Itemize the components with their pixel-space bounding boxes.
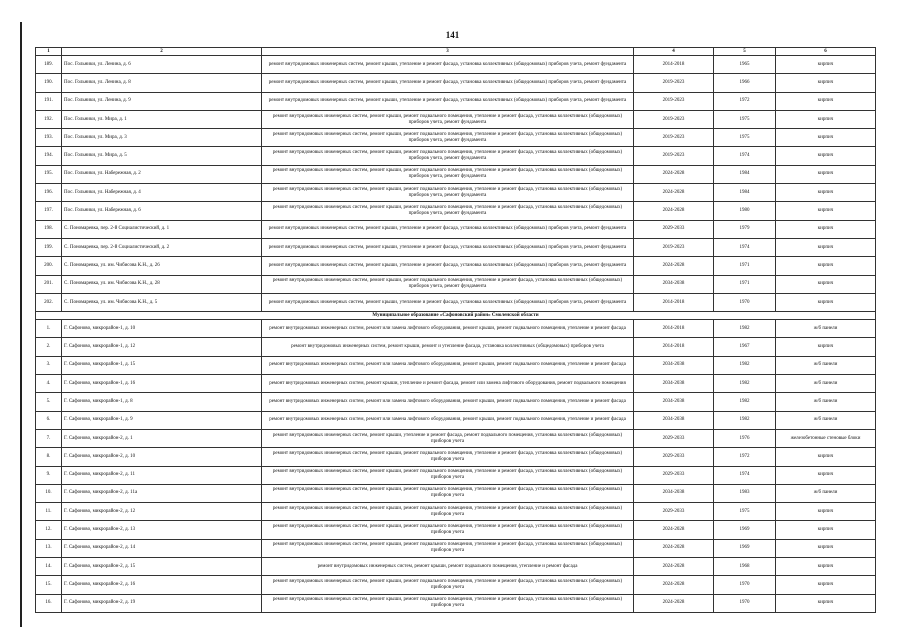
table-row [36, 220, 876, 238]
year-cell: 1982 [714, 411, 776, 429]
period-cell: 2014-2018 [634, 56, 714, 74]
address-cell: Г. Сафоново, микрорайон-2, д. 1 [62, 429, 262, 447]
row-number: 3. [36, 356, 62, 374]
row-number: 1. [36, 320, 62, 338]
row-number: 191. [36, 92, 62, 110]
works-cell: ремонт внутридомовых инженерных систем, ремонт крыши, утепление и ремонт фасада, ремонт или замена лифтового оборудования, ремонт подвального помещения [262, 375, 634, 393]
year-cell: 1966 [714, 74, 776, 92]
address-cell: Г. Сафоново, микрорайон-2, д. 12 [62, 503, 262, 521]
year-cell: 1984 [714, 184, 776, 202]
column-number: 2 [62, 48, 262, 56]
table-row [36, 539, 876, 557]
page-number: 141 [445, 30, 460, 40]
row-number: 198. [36, 220, 62, 238]
address-cell: Пос. Гольники, ул. Ленина, д. 8 [62, 74, 262, 92]
year-cell: 1969 [714, 539, 776, 557]
binding-margin-line [20, 22, 22, 627]
wall-material-cell: кирпич [776, 202, 876, 220]
period-cell: 2024-2028 [634, 594, 714, 612]
address-cell: Г. Сафоново, микрорайон-1, д. 12 [62, 338, 262, 356]
row-number: 10. [36, 484, 62, 502]
year-cell: 1974 [714, 466, 776, 484]
works-cell: ремонт внутридомовых инженерных систем, ремонт крыши, ремонт подвального помещения, утепление и ремонт фасада, установка коллективных (общедомовых) приборов учета [262, 576, 634, 594]
table-row [36, 503, 876, 521]
year-cell: 1979 [714, 220, 776, 238]
wall-material-cell: железобетонные стеновые блоки [776, 429, 876, 447]
row-number: 193. [36, 129, 62, 147]
works-cell: ремонт внутридомовых инженерных систем, ремонт крыши, ремонт подвального помещения, утепление и ремонт фасада, установка коллективных (общедомовых) приборов учета [262, 448, 634, 466]
period-cell: 2034-2038 [634, 411, 714, 429]
works-cell: ремонт внутридомовых инженерных систем, ремонт или замена лифтового оборудования, ремонт крыши, ремонт подвального помещения, утепление и ремонт фасада [262, 411, 634, 429]
wall-material-cell: кирпич [776, 147, 876, 165]
wall-material-cell: кирпич [776, 165, 876, 183]
address-cell: Г. Сафоново, микрорайон-1, д. 16 [62, 375, 262, 393]
works-cell: ремонт внутридомовых инженерных систем, ремонт крыши, утепление и ремонт фасада, установка коллективных (общедомовых) приборов учета, ремонт фундамента [262, 257, 634, 275]
works-cell: ремонт внутридомовых инженерных систем, ремонт крыши, утепление и ремонт фасада, установка коллективных (общедомовых) приборов учета, ремонт фундамента [262, 238, 634, 256]
housing-repair-table [35, 47, 876, 613]
works-cell: ремонт внутридомовых инженерных систем, ремонт крыши, ремонт подвального помещения, утепление и ремонт фасада, установка коллективных (общедомовых) приборов учета, ремонт фундамента [262, 110, 634, 128]
works-cell: ремонт внутридомовых инженерных систем, ремонт или замена лифтового оборудования, ремонт крыши, ремонт подвального помещения, утепление и ремонт фасада [262, 356, 634, 374]
wall-material-cell: кирпич [776, 238, 876, 256]
table-row [36, 56, 876, 74]
period-cell: 2019-2023 [634, 238, 714, 256]
row-number: 13. [36, 539, 62, 557]
address-cell: Г. Сафоново, микрорайон-2, д. 16 [62, 576, 262, 594]
wall-material-cell: кирпич [776, 293, 876, 311]
works-cell: ремонт внутридомовых инженерных систем, ремонт крыши, ремонт подвального помещения, утепление и ремонт фасада, установка коллективных (общедомовых) приборов учета, ремонт фундамента [262, 129, 634, 147]
year-cell: 1972 [714, 92, 776, 110]
column-number: 6 [776, 48, 876, 56]
works-cell: ремонт внутридомовых инженерных систем, ремонт крыши, ремонт подвального помещения, утепление и ремонт фасада [262, 558, 634, 576]
works-cell: ремонт внутридомовых инженерных систем, ремонт крыши, утепление и ремонт фасада, установка коллективных (общедомовых) приборов учета, ремонт фундамента [262, 74, 634, 92]
wall-material-cell: ж/б панели [776, 411, 876, 429]
works-cell: ремонт внутридомовых инженерных систем, ремонт крыши, ремонт подвального помещения, утепление и ремонт фасада, установка коллективных (общедомовых) приборов учета [262, 521, 634, 539]
year-cell: 1967 [714, 338, 776, 356]
address-cell: Г. Сафоново, микрорайон-2, д. 14 [62, 539, 262, 557]
wall-material-cell: кирпич [776, 466, 876, 484]
year-cell: 1970 [714, 293, 776, 311]
section-row [36, 312, 876, 320]
year-cell: 1974 [714, 147, 776, 165]
address-cell: Г. Сафоново, микрорайон-2, д. 15 [62, 558, 262, 576]
year-cell: 1982 [714, 393, 776, 411]
row-number: 4. [36, 375, 62, 393]
column-number: 4 [634, 48, 714, 56]
wall-material-cell: кирпич [776, 257, 876, 275]
period-cell: 2024-2028 [634, 184, 714, 202]
works-cell: ремонт внутридомовых инженерных систем, ремонт крыши, утепление и ремонт фасада, установка коллективных (общедомовых) приборов учета, ремонт фундамента [262, 92, 634, 110]
year-cell: 1983 [714, 484, 776, 502]
table-row [36, 74, 876, 92]
address-cell: С. Пономаревка, пер. 2-й Социалистический, д. 2 [62, 238, 262, 256]
address-cell: Г. Сафоново, микрорайон-2, д. 19 [62, 594, 262, 612]
row-number: 2. [36, 338, 62, 356]
year-cell: 1982 [714, 375, 776, 393]
row-number: 11. [36, 503, 62, 521]
table-row [36, 448, 876, 466]
section-title: Муниципальное образование «Сафоновский район» Смоленской области [36, 312, 876, 320]
table-row [36, 429, 876, 447]
table-row [36, 576, 876, 594]
wall-material-cell: кирпич [776, 110, 876, 128]
period-cell: 2034-2038 [634, 375, 714, 393]
period-cell: 2029-2033 [634, 220, 714, 238]
table-row [36, 238, 876, 256]
address-cell: Г. Сафоново, микрорайон-2, д. 13 [62, 521, 262, 539]
period-cell: 2014-2018 [634, 338, 714, 356]
period-cell: 2024-2028 [634, 539, 714, 557]
address-cell: Г. Сафоново, микрорайон-1, д. 10 [62, 320, 262, 338]
row-number: 201. [36, 275, 62, 293]
address-cell: Пос. Гольники, ул. Ленина, д. 9 [62, 92, 262, 110]
works-cell: ремонт внутридомовых инженерных систем, ремонт крыши, ремонт подвального помещения, утепление и ремонт фасада, установка коллективных (общедомовых) приборов учета [262, 539, 634, 557]
row-number: 16. [36, 594, 62, 612]
works-cell: ремонт внутридомовых инженерных систем, ремонт крыши, ремонт подвального помещения, утепление и ремонт фасада, установка коллективных (общедомовых) приборов учета, ремонт фундамента [262, 275, 634, 293]
wall-material-cell: кирпич [776, 74, 876, 92]
row-number: 197. [36, 202, 62, 220]
wall-material-cell: ж/б панели [776, 320, 876, 338]
period-cell: 2029-2033 [634, 466, 714, 484]
address-cell: С. Пономаревка, ул. им. Чибисова К.Н., д. 28 [62, 275, 262, 293]
table-row [36, 521, 876, 539]
column-number: 3 [262, 48, 634, 56]
period-cell: 2019-2023 [634, 147, 714, 165]
wall-material-cell: кирпич [776, 503, 876, 521]
works-cell: ремонт внутридомовых инженерных систем, ремонт крыши, ремонт подвального помещения, утепление и ремонт фасада, установка коллективных (общедомовых) приборов учета, ремонт фундамента [262, 202, 634, 220]
table-row [36, 338, 876, 356]
table-row [36, 257, 876, 275]
wall-material-cell: кирпич [776, 521, 876, 539]
wall-material-cell: кирпич [776, 92, 876, 110]
period-cell: 2034-2038 [634, 393, 714, 411]
period-cell: 2019-2023 [634, 110, 714, 128]
year-cell: 1968 [714, 558, 776, 576]
period-cell: 2014-2018 [634, 320, 714, 338]
year-cell: 1970 [714, 576, 776, 594]
row-number: 15. [36, 576, 62, 594]
table-row [36, 202, 876, 220]
wall-material-cell: кирпич [776, 576, 876, 594]
address-cell: Г. Сафоново, микрорайон-2, д. 10 [62, 448, 262, 466]
row-number: 200. [36, 257, 62, 275]
period-cell: 2014-2018 [634, 293, 714, 311]
wall-material-cell: ж/б панели [776, 375, 876, 393]
works-cell: ремонт внутридомовых инженерных систем, ремонт крыши, ремонт подвального помещения, утепление и ремонт фасада, установка коллективных (общедомовых) приборов учета [262, 594, 634, 612]
row-number: 5. [36, 393, 62, 411]
address-cell: Г. Сафоново, микрорайон-2, д. 11а [62, 484, 262, 502]
table-row [36, 356, 876, 374]
row-number: 6. [36, 411, 62, 429]
period-cell: 2034-2038 [634, 275, 714, 293]
year-cell: 1975 [714, 110, 776, 128]
table-row [36, 558, 876, 576]
address-cell: Пос. Гольники, ул. Мира, д. 5 [62, 147, 262, 165]
works-cell: ремонт внутридомовых инженерных систем, ремонт крыши, утепление и ремонт фасада, установка коллективных (общедомовых) приборов учета, ремонт фундамента [262, 56, 634, 74]
works-cell: ремонт внутридомовых инженерных систем, ремонт крыши, ремонт подвального помещения, утепление и ремонт фасада, установка коллективных (общедомовых) приборов учета [262, 503, 634, 521]
works-cell: ремонт внутридомовых инженерных систем, ремонт крыши, ремонт подвального помещения, утепление и ремонт фасада, установка коллективных (общедомовых) приборов учета, ремонт фундамента [262, 184, 634, 202]
year-cell: 1969 [714, 521, 776, 539]
row-number: 14. [36, 558, 62, 576]
year-cell: 1970 [714, 594, 776, 612]
row-number: 202. [36, 293, 62, 311]
period-cell: 2019-2023 [634, 74, 714, 92]
wall-material-cell: ж/б панели [776, 356, 876, 374]
period-cell: 2019-2023 [634, 92, 714, 110]
works-cell: ремонт внутридомовых инженерных систем, ремонт крыши, ремонт и утепление фасада, установка коллективных (общедомовых) приборов учета [262, 338, 634, 356]
year-cell: 1984 [714, 165, 776, 183]
table-row [36, 275, 876, 293]
year-cell: 1974 [714, 238, 776, 256]
address-cell: С. Пономаревка, ул. им. Чибисова К.Н., д. 5 [62, 293, 262, 311]
table-row [36, 92, 876, 110]
address-cell: Пос. Гольники, ул. Мира, д. 1 [62, 110, 262, 128]
year-cell: 1982 [714, 320, 776, 338]
table-row [36, 466, 876, 484]
row-number: 12. [36, 521, 62, 539]
year-cell: 1976 [714, 429, 776, 447]
address-cell: С. Пономаревка, пер. 2-й Социалистический, д. 1 [62, 220, 262, 238]
year-cell: 1980 [714, 202, 776, 220]
address-cell: Пос. Гольники, ул. Набережная, д. 4 [62, 184, 262, 202]
wall-material-cell: ж/б панели [776, 484, 876, 502]
address-cell: Г. Сафоново, микрорайон-2, д. 11 [62, 466, 262, 484]
table-row [36, 594, 876, 612]
year-cell: 1972 [714, 448, 776, 466]
wall-material-cell: кирпич [776, 220, 876, 238]
address-cell: Пос. Гольники, ул. Набережная, д. 6 [62, 202, 262, 220]
row-number: 194. [36, 147, 62, 165]
period-cell: 2029-2033 [634, 429, 714, 447]
period-cell: 2024-2028 [634, 165, 714, 183]
row-number: 8. [36, 448, 62, 466]
period-cell: 2024-2028 [634, 521, 714, 539]
period-cell: 2019-2023 [634, 129, 714, 147]
table-row [36, 293, 876, 311]
address-cell: Г. Сафоново, микрорайон-1, д. 9 [62, 411, 262, 429]
year-cell: 1975 [714, 503, 776, 521]
row-number: 9. [36, 466, 62, 484]
period-cell: 2024-2028 [634, 257, 714, 275]
table-row [36, 411, 876, 429]
address-cell: С. Пономаревка, ул. им. Чибисова К.Н., д. 26 [62, 257, 262, 275]
table-row [36, 129, 876, 147]
year-cell: 1975 [714, 129, 776, 147]
year-cell: 1965 [714, 56, 776, 74]
wall-material-cell: кирпич [776, 539, 876, 557]
works-cell: ремонт внутридомовых инженерных систем, ремонт крыши, утепление и ремонт фасада, установка коллективных (общедомовых) приборов учета, ремонт фундамента [262, 293, 634, 311]
table-row [36, 184, 876, 202]
column-number: 1 [36, 48, 62, 56]
period-cell: 2024-2028 [634, 202, 714, 220]
period-cell: 2024-2028 [634, 576, 714, 594]
period-cell: 2029-2033 [634, 448, 714, 466]
table-row [36, 320, 876, 338]
row-number: 7. [36, 429, 62, 447]
table-row [36, 147, 876, 165]
wall-material-cell: кирпич [776, 594, 876, 612]
row-number: 196. [36, 184, 62, 202]
wall-material-cell: кирпич [776, 448, 876, 466]
works-cell: ремонт внутридомовых инженерных систем, ремонт крыши, ремонт подвального помещения, утепление и ремонт фасада, установка коллективных (общедомовых) приборов учета, ремонт фундамента [262, 147, 634, 165]
year-cell: 1982 [714, 356, 776, 374]
address-cell: Пос. Гольники, ул. Мира, д. 3 [62, 129, 262, 147]
row-number: 189. [36, 56, 62, 74]
works-cell: ремонт внутридомовых инженерных систем, ремонт крыши, утепление и ремонт фасада, ремонт подвального помещения, установка коллективных (общедомовых) приборов учета [262, 429, 634, 447]
year-cell: 1971 [714, 257, 776, 275]
period-cell: 2029-2033 [634, 503, 714, 521]
address-cell: Г. Сафоново, микрорайон-1, д. 15 [62, 356, 262, 374]
wall-material-cell: кирпич [776, 338, 876, 356]
wall-material-cell: кирпич [776, 56, 876, 74]
works-cell: ремонт внутридомовых инженерных систем, ремонт крыши, ремонт подвального помещения, утепление и ремонт фасада, установка коллективных (общедомовых) приборов учета [262, 466, 634, 484]
period-cell: 2034-2038 [634, 356, 714, 374]
table-row [36, 165, 876, 183]
table-row [36, 375, 876, 393]
table-row [36, 393, 876, 411]
row-number: 195. [36, 165, 62, 183]
address-cell: Пос. Гольники, ул. Набережная, д. 2 [62, 165, 262, 183]
works-cell: ремонт внутридомовых инженерных систем, ремонт или замена лифтового оборудования, ремонт крыши, ремонт подвального помещения, утепление и ремонт фасада [262, 320, 634, 338]
table-row [36, 110, 876, 128]
works-cell: ремонт внутридомовых инженерных систем, ремонт крыши, ремонт подвального помещения, утепление и ремонт фасада, установка коллективных (общедомовых) приборов учета [262, 484, 634, 502]
address-cell: Г. Сафоново, микрорайон-1, д. 8 [62, 393, 262, 411]
year-cell: 1971 [714, 275, 776, 293]
wall-material-cell: кирпич [776, 129, 876, 147]
works-cell: ремонт внутридомовых инженерных систем, ремонт крыши, утепление и ремонт фасада, установка коллективных (общедомовых) приборов учета, ремонт фундамента [262, 220, 634, 238]
row-number: 192. [36, 110, 62, 128]
row-number: 199. [36, 238, 62, 256]
wall-material-cell: кирпич [776, 558, 876, 576]
period-cell: 2034-2038 [634, 484, 714, 502]
address-cell: Пос. Гольники, ул. Ленина, д. 6 [62, 56, 262, 74]
column-number: 5 [714, 48, 776, 56]
table-row [36, 484, 876, 502]
works-cell: ремонт внутридомовых инженерных систем, ремонт крыши, ремонт подвального помещения, утепление и ремонт фасада, установка коллективных (общедомовых) приборов учета, ремонт фундамента [262, 165, 634, 183]
wall-material-cell: кирпич [776, 184, 876, 202]
table-body [36, 48, 876, 613]
period-cell: 2024-2028 [634, 558, 714, 576]
row-number: 190. [36, 74, 62, 92]
works-cell: ремонт внутридомовых инженерных систем, ремонт или замена лифтового оборудования, ремонт крыши, ремонт подвального помещения, утепление и ремонт фасада [262, 393, 634, 411]
wall-material-cell: кирпич [776, 275, 876, 293]
wall-material-cell: ж/б панели [776, 393, 876, 411]
column-number-row [36, 48, 876, 56]
